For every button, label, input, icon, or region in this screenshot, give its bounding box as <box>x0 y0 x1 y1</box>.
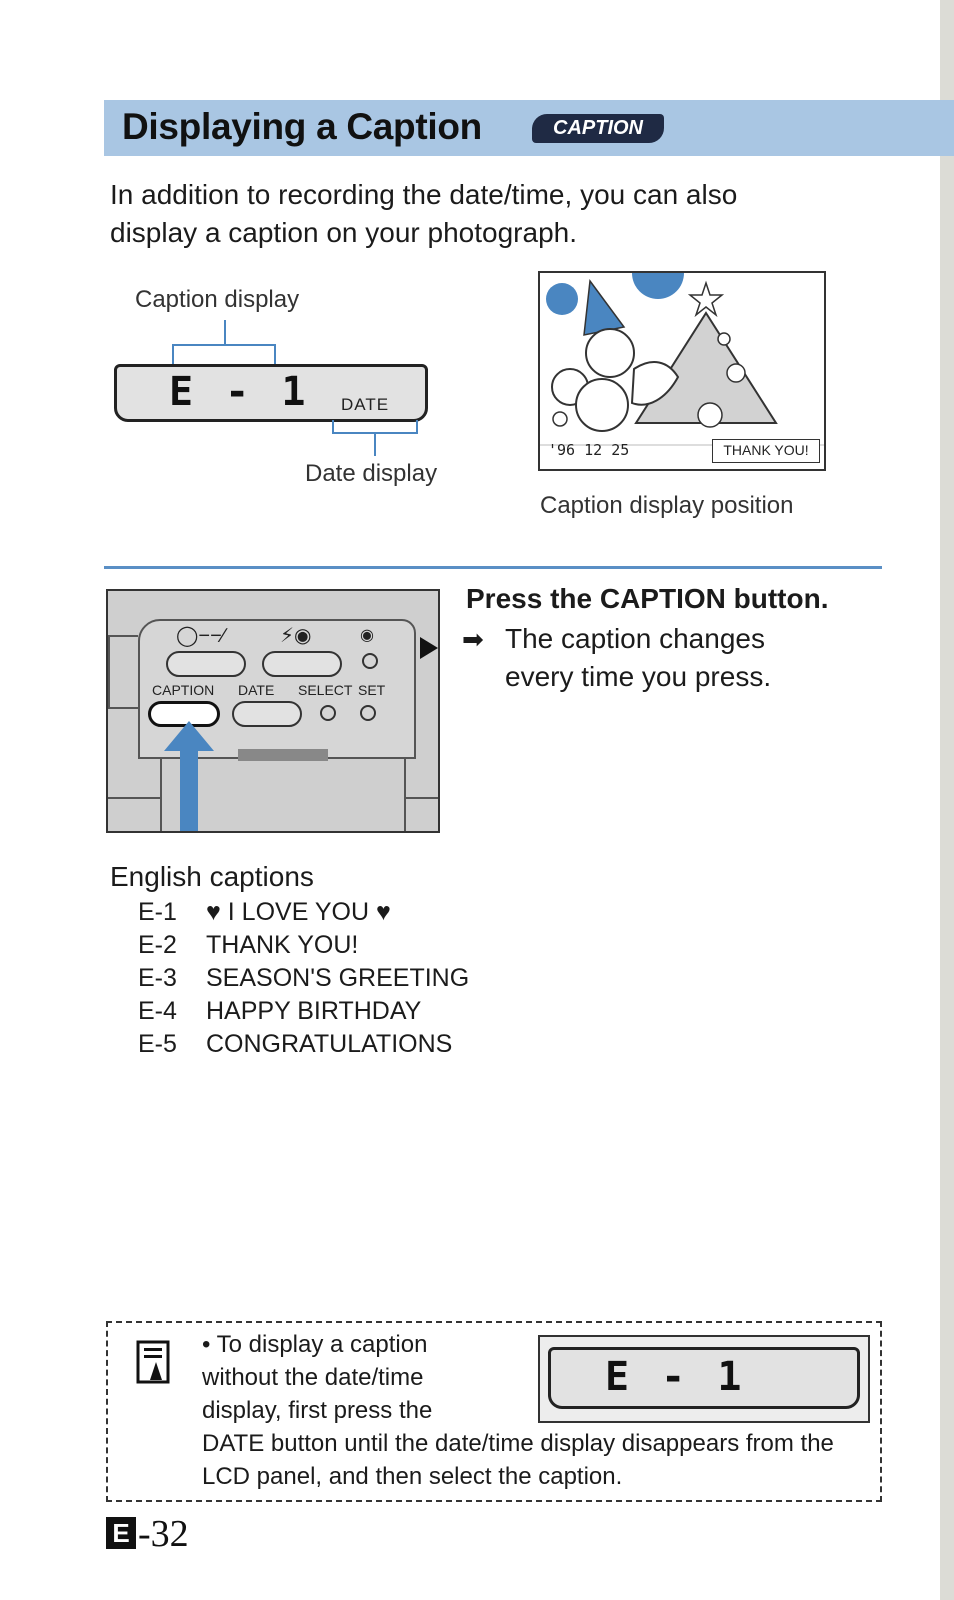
camera-control-panel <box>106 589 440 833</box>
caption-text: THANK YOU! <box>206 931 359 959</box>
date-button[interactable] <box>232 701 302 727</box>
page-number-text: -32 <box>138 1513 189 1555</box>
caption-code: E-4 <box>138 997 177 1025</box>
lcd-panel <box>114 364 428 422</box>
select-button-label: SELECT <box>298 682 353 698</box>
list-item <box>138 931 358 960</box>
panel-edge <box>108 797 160 799</box>
list-item <box>138 1030 452 1059</box>
panel-slot <box>238 749 328 761</box>
caption-text: CONGRATULATIONS <box>206 1030 453 1058</box>
caption-bracket <box>172 344 276 364</box>
self-timer-button[interactable] <box>166 651 246 677</box>
flash-icon: ⚡◉ <box>280 625 312 647</box>
intro-paragraph: In addition to recording the date/time, you can also display a caption on your photograph. <box>110 179 738 248</box>
caption-badge: CAPTION <box>532 114 664 143</box>
mode-icon: ◉ <box>360 627 374 644</box>
panel-edge <box>406 797 440 799</box>
photo-caption-stamp: THANK YOU! <box>712 439 820 463</box>
caption-button-label: CAPTION <box>152 682 215 698</box>
caption-display-label: Caption display <box>135 286 300 313</box>
caption-text: ♥ I LOVE YOU ♥ <box>206 898 391 926</box>
page-number <box>106 1512 189 1556</box>
list-item <box>138 964 469 993</box>
panel-side-tab <box>108 635 138 709</box>
step-heading: Press the CAPTION button. <box>466 583 829 614</box>
note-lcd-caption: E - 1 <box>605 1354 746 1400</box>
note-text <box>202 1328 842 1493</box>
caption-code: E-5 <box>138 1030 177 1058</box>
panel-edge <box>160 759 162 831</box>
caption-code: E-3 <box>138 964 177 992</box>
date-button-label: DATE <box>238 682 275 698</box>
caption-code: E-2 <box>138 931 177 959</box>
photo-date-stamp: '96 12 25 <box>548 441 630 459</box>
panel-edge <box>404 759 406 831</box>
page-edge-shadow <box>940 0 954 1600</box>
caption-text: HAPPY BIRTHDAY <box>206 997 422 1025</box>
set-button[interactable] <box>360 705 376 721</box>
list-item <box>138 997 421 1026</box>
leader-line <box>374 434 376 456</box>
lcd-caption-text: E - 1 <box>169 369 310 415</box>
photo-illustration <box>538 271 826 471</box>
result-arrow-icon: ➡ <box>462 624 484 654</box>
press-arrow-icon <box>164 721 214 833</box>
flash-button[interactable] <box>262 651 342 677</box>
page-title: Displaying a Caption <box>122 106 482 147</box>
note-wrap-spacer <box>496 1328 842 1426</box>
note-text-content: • To display a caption without the date/time display, first press the DATE button until the date/time display disappears from the LCD panel, and then select the caption. <box>202 1331 834 1490</box>
date-display-label: Date display <box>305 460 438 487</box>
mode-button[interactable] <box>362 653 378 669</box>
caption-text: SEASON'S GREETING <box>206 964 470 992</box>
section-divider <box>104 566 882 569</box>
list-item <box>138 898 391 927</box>
lcd-date-text: DATE <box>341 395 390 414</box>
set-button-label: SET <box>358 682 386 698</box>
self-timer-icon: ◯−−∕ <box>176 625 226 647</box>
pointer-triangle-icon <box>420 637 438 659</box>
photo-caption: Caption display position <box>540 492 794 519</box>
leader-line <box>224 320 226 344</box>
select-button[interactable] <box>320 705 336 721</box>
captions-heading: English captions <box>110 861 314 892</box>
step-body: The caption changes every time you press. <box>505 623 772 692</box>
caption-code: E-1 <box>138 898 177 926</box>
date-bracket <box>332 420 418 434</box>
memo-icon <box>136 1340 176 1386</box>
section-letter: E <box>106 1517 136 1549</box>
